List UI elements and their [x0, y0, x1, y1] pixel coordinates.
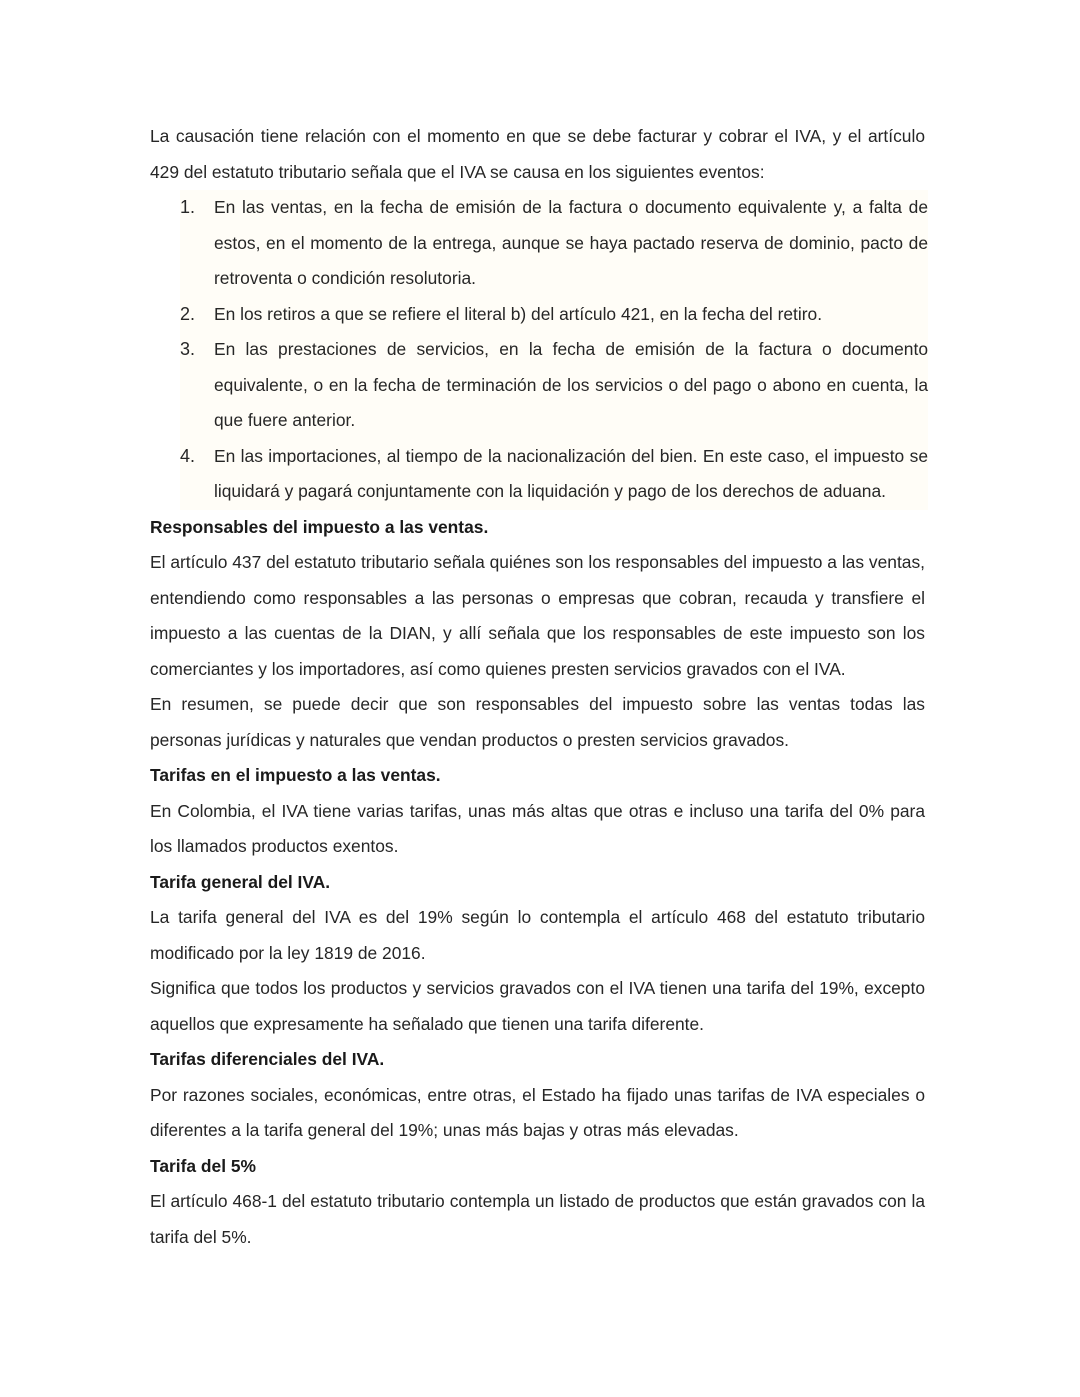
- responsables-paragraph-2: En resumen, se puede decir que son responsables del impuesto sobre las ventas todas las personas jurídicas y naturales que vendan productos o presten servicios gravados.: [150, 694, 925, 750]
- tarifa-general-heading: Tarifa general del IVA.: [150, 871, 331, 892]
- list-item-text: En las importaciones, al tiempo de la nacionalización del bien. En este caso, el impuesto se liquidará y pagará conjuntamente con la liquidación y pago de los derechos de aduana.: [214, 445, 928, 501]
- list-item-text: En los retiros a que se refiere el literal b) del artículo 421, en la fecha del retiro.: [214, 303, 823, 324]
- responsables-paragraph-1: El artículo 437 del estatuto tributario señala quiénes son los responsables del impuesto a las ventas, entendiendo como responsables a las personas o empresas que cobran, recauda y transfiere el impuesto a las cuentas de la DIAN, y allí señala que los responsables de este impuesto son los comerciantes y los importadores, así como quienes presten servicios gravados con el IVA.: [150, 552, 925, 679]
- causation-events-list: [180, 190, 928, 510]
- intro-paragraph: La causación tiene relación con el momento en que se debe facturar y cobrar el IVA, y el artículo 429 del estatuto tributario señala que el IVA se causa en los siguientes eventos:: [150, 126, 925, 182]
- tarifa-5-heading: Tarifa del 5%: [150, 1155, 256, 1176]
- document-page: [150, 119, 928, 1255]
- tarifas-diferenciales-paragraph: Por razones sociales, económicas, entre otras, el Estado ha fijado unas tarifas de IVA especiales o diferentes a la tarifa general del 19%; unas más bajas y otras más elevadas.: [150, 1084, 925, 1140]
- list-item: [180, 297, 928, 333]
- tarifa-5-paragraph: El artículo 468-1 del estatuto tributario contempla un listado de productos que están gravados con la tarifa del 5%.: [150, 1191, 925, 1247]
- list-item: [180, 332, 928, 439]
- tarifa-general-paragraph-2: Significa que todos los productos y servicios gravados con el IVA tienen una tarifa del 19%, excepto aquellos que expresamente ha señalado que tienen una tarifa diferente.: [150, 978, 925, 1034]
- list-item-text: En las prestaciones de servicios, en la fecha de emisión de la factura o documento equivalente, o en la fecha de terminación de los servicios o del pago o abono en cuenta, la que fuere anterior.: [214, 339, 928, 430]
- list-item-number: 4.: [180, 445, 196, 466]
- list-item-number: 1.: [180, 197, 196, 217]
- tarifas-diferenciales-heading: Tarifas diferenciales del IVA.: [150, 1049, 385, 1069]
- list-item-number: 2.: [180, 303, 196, 324]
- list-item-number: 3.: [180, 339, 196, 359]
- list-item: [180, 190, 928, 297]
- list-item-text: En las ventas, en la fecha de emisión de la factura o documento equivalente y, a falta de estos, en el momento de la entrega, aunque se haya pactado reserva de dominio, pacto de retroventa o condición resolutoria.: [214, 197, 928, 288]
- tarifa-general-paragraph-1: La tarifa general del IVA es del 19% según lo contempla el artículo 468 del estatuto tributario modificado por la ley 1819 de 2016.: [150, 907, 925, 963]
- list-item: [180, 439, 928, 510]
- responsables-heading: Responsables del impuesto a las ventas.: [150, 516, 489, 537]
- tarifas-paragraph: En Colombia, el IVA tiene varias tarifas, unas más altas que otras e incluso una tarifa del 0% para los llamados productos exentos.: [150, 800, 925, 856]
- tarifas-heading: Tarifas en el impuesto a las ventas.: [150, 765, 441, 785]
